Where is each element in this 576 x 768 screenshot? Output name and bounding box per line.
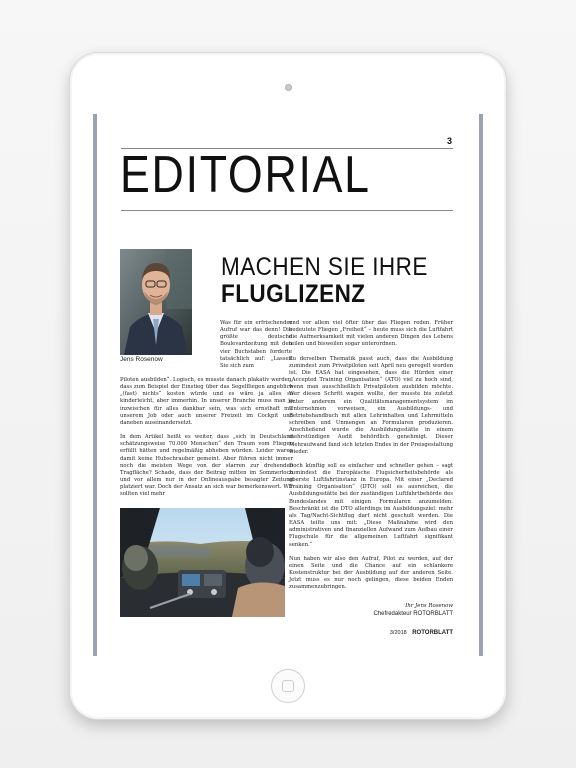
left-column-intro <box>220 320 292 370</box>
paragraph: Doch künftig soll es einfacher und schneller gehen – sagt zumindest die Europäische Flugsicherheitsbehörde als oberste Luftfahrtinstanz in Europa. Mit einer „Declared Training Organisation“ (DTO) soll es ausreichen, die Ausbildungsstätte bei der zuständigen Luftfahrtbehörde des Bundeslandes mit einigen Formularen anzumelden. Beschränkt ist die DTO allerdings im Ausbildungsziel: mehr als Tag/Nacht-Sichtflug darf nicht geschult werden. Die EASA teilte uns mit: „Diese Maßnahme wird den administrativen und finanziellen Aufwand zum Aufbau einer Flugschule für die allgemeinen Luftfahrt signifikant senken.“ <box>289 462 453 548</box>
author-portrait <box>120 249 192 355</box>
paragraph: und vor allem viel öfter über das Fliegen reden. Früher bedeutete Fliegen „Freiheit“ – heute muss sich die Luftfahrt die Aufmerksamkeit mit vielen anderen Dingen des Lebens teilen und bisweilen sogar unterordnen. <box>289 320 453 348</box>
paragraph: Nun haben wir also den Aufruf, Pilot zu werden, auf der einen Seite und die Chance auf ein schlankere Kostenstruktur bei der Ausbildung auf der anderen Seite. Jetzt muss es nur noch gelingen, diese beiden Enden zusammenzubringen. <box>289 555 453 591</box>
left-column <box>120 377 293 506</box>
right-column <box>289 320 453 598</box>
portrait-caption: Jens Rosenow <box>120 356 163 363</box>
signature-name: Ihr Jens Rosenow <box>405 603 453 609</box>
paragraph: Piloten ausbilden“. Logisch, es musste danach plakativ werden, dass zum Beispiel der Einstieg über das Segelfliegen angeblich „(fast) nichts“ kosten würde und es wäre ja alles so kinderleicht, aber immerhin. In unserer Branche muss man ja inzwischen für alles dankbar sein, was sich ernsthaft mit unserem Job oder auch unserer Freizeit im Cockpit und daneben auseinandersetzt. <box>120 377 293 426</box>
issue-number: 3/2018 <box>389 630 407 636</box>
right-page-bar <box>479 114 483 656</box>
page-number: 3 <box>447 136 453 146</box>
paragraph: Zu derselben Thematik passt auch, dass die Ausbildung zumindest zum Privatpiloten seit April neu geregelt worden ist. Die EASA hat eingesehen, dass die Hürden einer „Accepted Training Organisation“ (ATO) viel zu hoch sind, wenn man ausschließlich Privatpiloten ausbilden möchte. Wer diesen Schritt wagen wollte, der musste bis zuletzt unter anderem ein Qualitätsmanagementsystem im Unternehmen vorweisen, ein Ausbildungs- und Betriebshandbuch mit allen Lehrinhalten und Lehrmitteln schreiben und Unmengen an Formularen produzieren. Anschließend wurde die Ausbildungsstätte in einem mehrstündigen Audit behördlich genehmigt. Dieser Mehraufwand fand sich letzten Endes in der Preisgestaltung wieder. <box>289 355 453 455</box>
page-footer <box>289 630 453 636</box>
helicopter-cockpit-photo <box>120 508 285 617</box>
paragraph: In dem Artikel heißt es weiter, dass „sich in Deutschland schätzungsweise 70.000 Menschen“ den Traum vom Fliegen erfüllt hätten und regelmäßig abheben würden. Leider waren damit keine Hubschrauber gemeint. Aber führen nicht immer noch die meisten Wege von der starren zur drehenden Tragfläche? Schade, dass der Beitrag mitten im Sommerloch und vor allem nur in der Onlineausgabe besagter Zeitung platziert war. Doch der Ansatz an sich war bemerkenswert. Wir sollten viel mehr <box>120 434 293 498</box>
title-rule <box>121 210 453 211</box>
section-title: EDITORIAL <box>120 146 371 204</box>
home-square-icon <box>282 680 294 692</box>
magazine-page <box>93 114 483 656</box>
headline-line-1: MACHEN SIE IHRE <box>221 253 428 281</box>
signature-role: Chefredakteur ROTORBLATT <box>373 611 453 617</box>
left-page-bar <box>93 114 97 656</box>
paragraph: Was für ein erfrischender Aufruf war das denn! Die größte deutsche Boulevardzeitung mit den vier Buchstaben forderte tatsächlich auf: „Lassen Sie sich zum <box>220 320 292 369</box>
headline-line-2: FLUGLIZENZ <box>221 280 366 308</box>
magazine-brand: ROTORBLATT <box>412 630 453 636</box>
camera-icon <box>285 84 292 91</box>
